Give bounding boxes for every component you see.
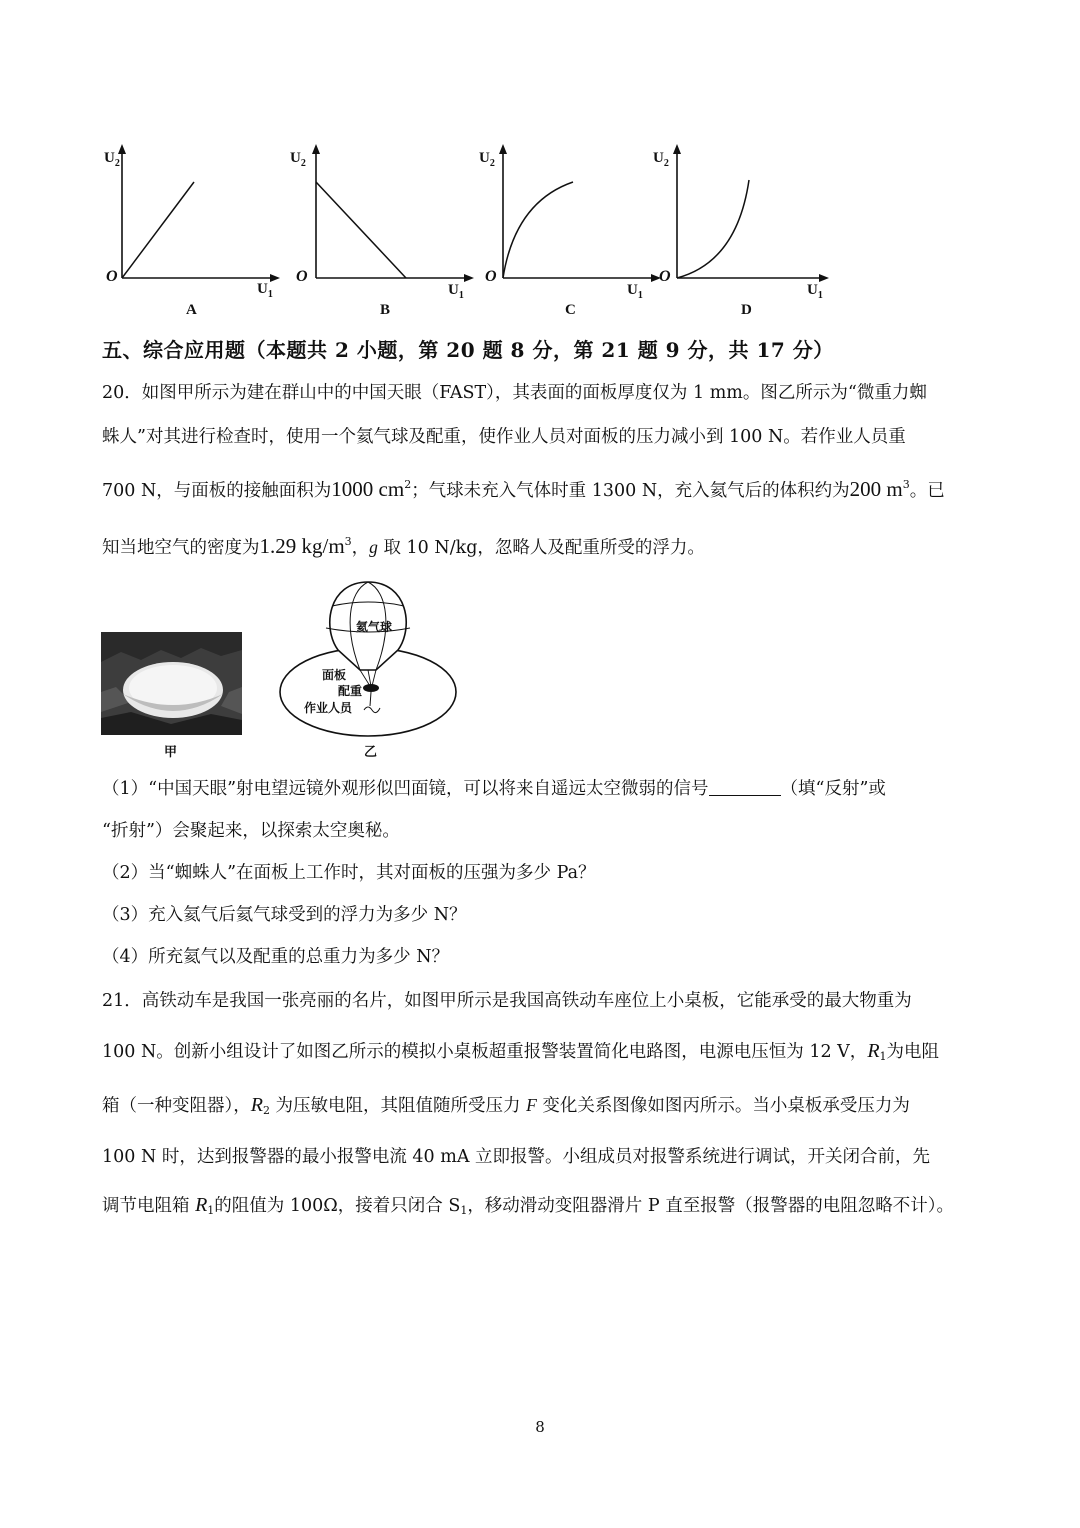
x-axis-label: $U_1$ [627,282,643,301]
graph-a [100,140,300,325]
text: （填“反射”或 [780,779,886,799]
y-arrow [673,144,681,154]
text: 知当地空气的密度为 [102,538,260,558]
q20-sub-4: （4）所充氦气以及配重的总重力为多少 N？ [102,947,450,967]
x-axis-label: $U_1$ [807,282,823,301]
area-value: 1000 cm [331,477,405,501]
curve-a [122,182,194,278]
counterweight-mark [363,684,379,692]
q20-line-3 [102,470,982,506]
origin-label: O [659,268,671,285]
subscript: 1 [879,1050,887,1063]
y-axis-label: $U_2$ [653,150,669,169]
x-axis-label: $U_1$ [257,281,273,300]
balloon-label: 氦气球 [356,620,393,634]
subscript: 1 [207,1204,215,1217]
q20-sub-1 [102,774,886,804]
y-arrow [499,144,507,154]
y-axis-label: $U_2$ [290,150,306,169]
option-label: C [565,302,576,318]
q21-line-4: 100 N 时，达到报警器的最小报警电流 40 mA 立即报警。小组成员对报警系统进行调试，开关闭合前，先 [102,1147,931,1167]
y-axis-label: $U_2$ [479,150,495,169]
curve-d [677,180,749,278]
tether [370,692,371,706]
y-arrow [312,144,320,154]
text: 为压敏电阻，其阻值随所受压力 [269,1096,527,1116]
curve-b [316,182,406,278]
text: 100 N。创新小组设计了如图乙所示的模拟小桌板超重报警装置简化电路图，电源电压恒为 12 V， [102,1042,868,1062]
x-axis-label: $U_1$ [448,282,464,301]
text: ，移动滑动变阻器滑片 P 直至报警（报警器的电阻忽略不计）。 [467,1196,954,1216]
text: （1）“中国天眼”射电望远镜外观形似凹面镜，可以将来自遥远太空微弱的信号 [102,779,709,799]
graph-d [655,140,855,325]
r-symbol: R [250,1094,263,1116]
subscript: 1 [460,1204,468,1217]
text: ， [351,538,370,558]
graph-d-svg [655,140,855,325]
text: 箱（一种变阻器）， [102,1096,251,1116]
figure-yi-caption: 乙 [364,745,378,760]
worker-label: 作业人员 [304,701,353,715]
text: 变化关系图像如图丙所示。当小桌板承受压力为 [536,1096,910,1116]
text: 为电阻 [886,1042,940,1062]
origin-label: O [296,268,308,285]
q21-line-3 [102,1090,982,1126]
section-heading: 五、综合应用题（本题共 2 小题，第 20 题 8 分，第 21 题 9 分，共 17 分） [102,338,834,362]
x-arrow [464,274,474,282]
q20-line-4 [102,527,982,563]
counterweight-label: 配重 [338,684,363,698]
text: 调节电阻箱 [102,1196,196,1216]
text: ；气球未充入气体时重 1300 N，充入氦气后的体积约为 [411,481,850,501]
text: 取 10 N/kg，忽略人及配重所受的浮力。 [377,538,705,558]
q20-sub-1-cont: “折射”）会聚起来，以探索太空奥秘。 [102,821,400,841]
answer-blank[interactable] [709,777,781,796]
text: 的阻值为 100Ω，接着只闭合 S [214,1196,461,1216]
y-axis-label: $U_2$ [104,150,120,169]
origin-label: O [106,268,118,285]
origin-label: O [485,268,497,285]
option-label: D [741,302,752,318]
q20-line-2: 蛛人”对其进行检查时，使用一个氦气球及配重，使作业人员对面板的压力减小到 100 N。若作业人员重 [102,427,906,447]
g-symbol: g [369,537,378,557]
rope [372,670,376,686]
superscript: 3 [902,478,910,491]
graph-c-svg [481,140,681,325]
q20-sub-3: （3）充入氦气后氦气球受到的浮力为多少 N？ [102,905,467,925]
q21-line-1: 21．高铁动车是我国一张亮丽的名片，如图甲所示是我国高铁动车座位上小桌板，它能承受的最大物重为 [102,991,912,1011]
r-symbol: R [195,1194,208,1216]
worker-figure [364,707,380,713]
q21-line-5 [102,1190,982,1226]
graph-b [290,140,494,325]
option-label: A [186,302,197,318]
r-symbol: R [867,1040,880,1062]
f-symbol: F [526,1095,537,1115]
density-value: 1.29 kg/m [259,534,345,558]
page-number: 8 [535,1418,545,1436]
curve-c [503,182,573,278]
subscript: 2 [262,1104,270,1117]
fast-telescope-photo [101,632,242,735]
superscript: 2 [404,478,412,491]
panel-label: 面板 [322,668,347,682]
superscript: 3 [344,535,352,548]
q21-line-2 [102,1036,982,1072]
balloon-diagram [276,578,466,740]
q20-sub-2: （2）当“蜘蛛人”在面板上工作时，其对面板的压强为多少 Pa？ [102,863,596,883]
text: 700 N，与面板的接触面积为 [102,481,332,501]
x-arrow [819,274,829,282]
graph-c [481,140,681,325]
fast-photo-svg [101,632,242,735]
figure-jia-caption: 甲 [164,745,178,760]
text: 。已 [909,481,945,501]
option-label: B [380,302,391,318]
volume-value: 200 m [849,477,903,501]
graph-b-svg [294,140,494,325]
q20-line-1: 20．如图甲所示为建在群山中的中国天眼（FAST），其表面的面板厚度仅为 1 mm。图乙所示为“微重力蜘 [102,383,927,403]
